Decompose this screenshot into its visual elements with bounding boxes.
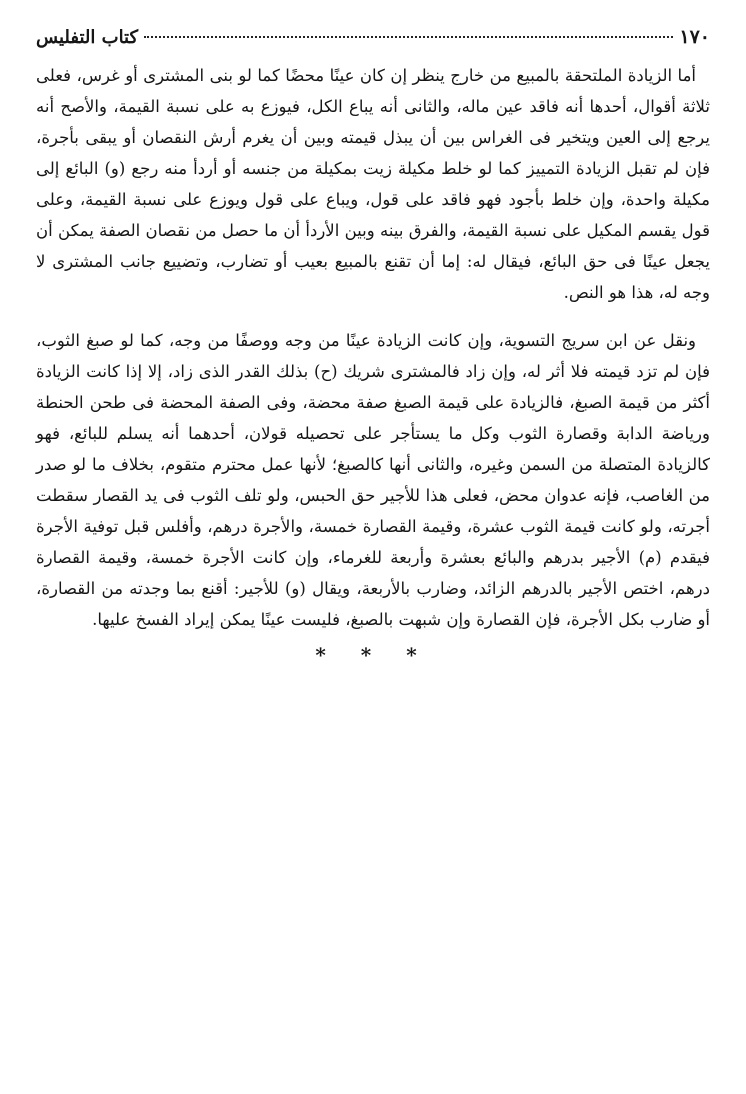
paragraph-1-text: أما الزيادة الملتحقة بالمبيع من خارج ينظر إن كان عينًا محضًا كما لو بنى المشترى أو غرس، فعلى ثلاثة أقوال، أحدها أنه فاقد عين ماله، والثانى أنه يباع الكل، فيوزع به على نسبة القيمة، والأصح أنه يرجع إلى العين ويتخير فى الغراس بين أن يبذل قيمته وبين أن يغرم أرش النقصان أو يبقى بأجرة، فإن لم تقبل الزيادة التمييز كما لو خلط مكيلة زيت بمكيلة من جنسه أو أردأ منه رجع (و) البائع إلى مكيلة واحدة، وإن خلط بأجود فهو فاقد على قول، ويباع على قول ويوزع على نسبة القيمة، وعلى قول يقسم المكيل على نسبة القيمة، والفرق بينه وبين الأردأ أن ما حصل من نقصان الصفة يمكن أن يجعل عينًا فى حق البائع، فيقال له: إما أن تقنع بالمبيع بعيب أو تضارب، وتضييع جانب المشترى لا وجه له، هذا هو النص. [36,66,710,302]
running-header [36,26,710,56]
book-page [36,26,710,667]
page-number: ١٧٠ [679,26,710,48]
paragraph-2-text: ونقل عن ابن سريج التسوية، وإن كانت الزيادة عينًا من وجه ووصفًا من وجه، كما لو صبغ الثوب، فإن لم تزد قيمته فلا أثر له، وإن زاد فالمشترى شريك (ح) بذلك القدر الذى زاد، إلا إذا كانت الزيادة أكثر من قيمة الصبغ، فالزيادة على قيمة الصبغ صفة محضة، وفى الصفة المحضة فى طحن الحنطة ورياضة الدابة وقصارة الثوب وكل ما يستأجر على تحصيله قولان، أحدهما أنه يسلم للبائع، فهو كالزيادة المتصلة من السمن وغيره، والثانى أنها كالصبغ؛ لأنها عمل محترم متقوم، بخلاف ما لو صدر من الغاصب، فإنه عدوان محض، فعلى هذا للأجير حق الحبس، ولو تلف الثوب فى يد القصار سقطت أجرته، ولو كانت قيمة الثوب عشرة، وقيمة القصارة خمسة، والأجرة درهم، وأفلس قبل توفية الأجرة فيقدم (م) الأجير بدرهم والبائع بعشرة وأربعة للغرماء، وإن كانت الأجرة خمسة، وقيمة القصارة درهم، اختص الأجير بالدرهم الزائد، وضارب بالأربعة، ويقال (و) للأجير: أقنع بما وجدته من القصارة، أو ضارب بكل الأجرة، فإن القصارة وإن شبهت بالصبغ، فليست عينًا يمكن إيراد الفسخ عليها. [36,331,710,629]
paragraph-2 [36,325,710,635]
dot-leader [144,36,673,38]
section-separator: * * * [315,643,431,667]
book-title: كتاب التفليس [36,27,139,48]
paragraph-1 [36,60,710,308]
